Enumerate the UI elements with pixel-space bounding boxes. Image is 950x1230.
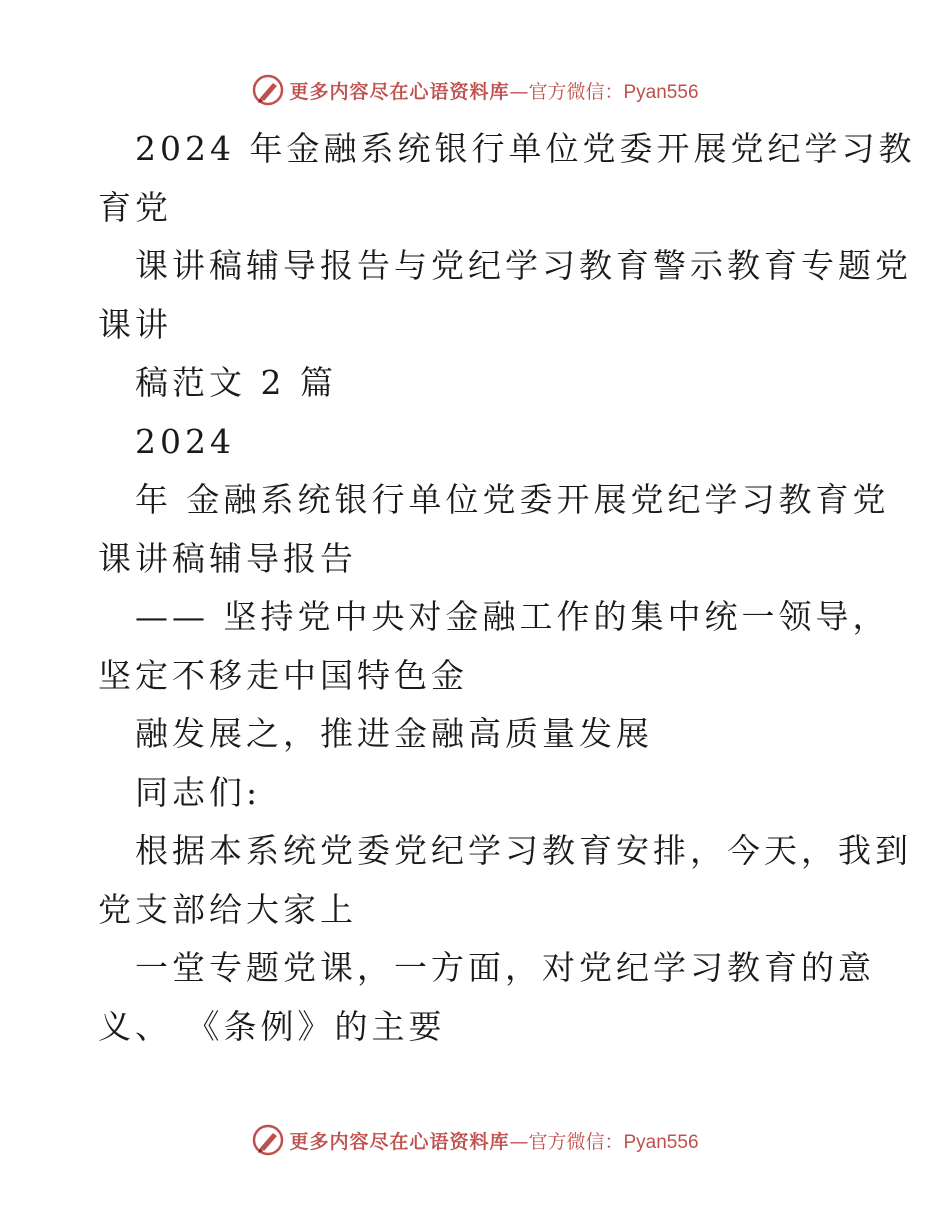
header-wechat xyxy=(509,77,698,104)
footer-brand-text: 更多内容尽在心语资料库 xyxy=(289,1130,510,1153)
text-line: 党支部给大家上 xyxy=(98,889,357,929)
header-brand-text: 更多内容尽在心语资料库 xyxy=(289,80,510,103)
footer-wechat-label: 官方微信： xyxy=(528,1130,624,1153)
text-line: 年 金融系统银行单位党委开展党纪学习教育党 xyxy=(135,480,890,519)
pen-logo-icon xyxy=(251,73,285,107)
text-line: 课讲稿辅导报告 xyxy=(98,538,357,578)
document-body xyxy=(98,120,916,1056)
text-line: 同志们: xyxy=(135,772,262,812)
footer-banner xyxy=(0,1120,950,1160)
text-line: 一堂专题党课，一方面，对党纪学习教育的意 xyxy=(135,948,875,987)
text-line: —— 坚持党中央对金融工作的集中统一领导， xyxy=(135,597,890,636)
text-line: 课讲 xyxy=(98,304,172,344)
text-line: 2024 xyxy=(135,421,235,461)
pen-logo-icon xyxy=(251,1123,285,1157)
text-line: 2024 年金融系统银行单位党委开展党纪学习教 xyxy=(135,129,916,168)
footer-dash: — xyxy=(509,1130,529,1153)
header-dash: — xyxy=(509,80,529,103)
footer-wechat xyxy=(509,1127,698,1154)
text-line: 课讲稿辅导报告与党纪学习教育警示教育专题党 xyxy=(135,246,912,285)
text-line: 稿范文 2 篇 xyxy=(135,363,337,402)
text-line: 育党 xyxy=(98,187,172,227)
text-line: 融发展之，推进金融高质量发展 xyxy=(135,714,653,753)
header-wechat-id: Pyan556 xyxy=(623,81,699,103)
text-line: 根据本系统党委党纪学习教育安排，今天，我到 xyxy=(135,831,912,870)
header-banner xyxy=(0,70,950,110)
text-line: 义、 《条例》的主要 xyxy=(98,1006,446,1046)
header-wechat-label: 官方微信： xyxy=(528,80,624,103)
footer-wechat-id: Pyan556 xyxy=(623,1131,699,1153)
text-line: 坚定不移走中国特色金 xyxy=(98,655,468,695)
